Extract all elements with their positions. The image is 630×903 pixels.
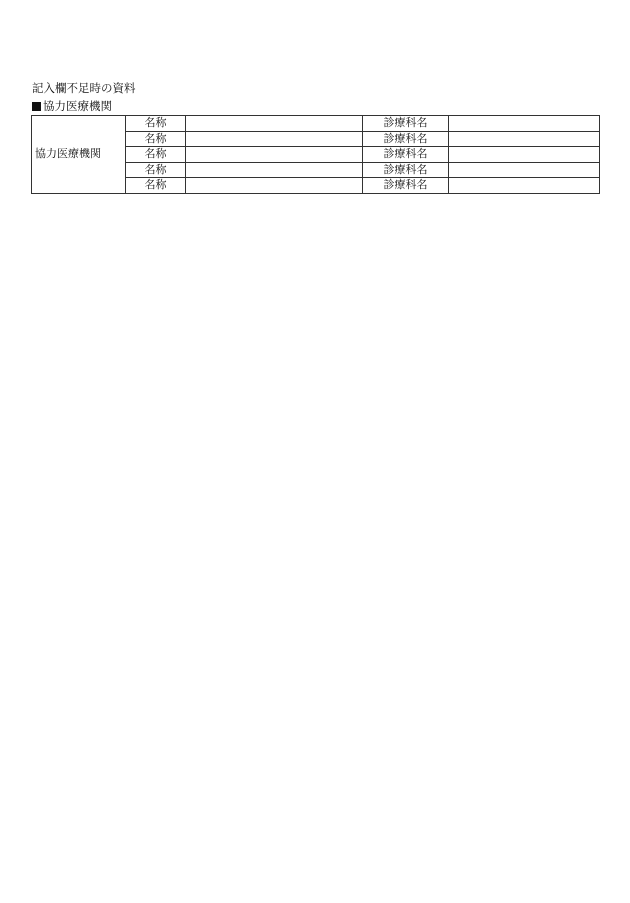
department-label: 診療科名 [363, 178, 449, 194]
department-value-cell[interactable] [449, 131, 600, 147]
document-title: 記入欄不足時の資料 [32, 81, 136, 95]
name-label: 名称 [126, 162, 186, 178]
cooperating-facilities-table [31, 115, 600, 194]
department-label: 診療科名 [363, 162, 449, 178]
name-label: 名称 [126, 131, 186, 147]
name-label: 名称 [126, 147, 186, 163]
department-label: 診療科名 [363, 147, 449, 163]
name-value-cell[interactable] [186, 147, 363, 163]
department-value-cell[interactable] [449, 162, 600, 178]
name-value-cell[interactable] [186, 178, 363, 194]
department-value-cell[interactable] [449, 147, 600, 163]
group-label: 協力医療機関 [32, 116, 126, 194]
name-value-cell[interactable] [186, 162, 363, 178]
section-heading-text: 協力医療機関 [43, 99, 112, 113]
name-label: 名称 [126, 116, 186, 132]
name-label: 名称 [126, 178, 186, 194]
table-row [32, 116, 600, 132]
department-label: 診療科名 [363, 131, 449, 147]
department-value-cell[interactable] [449, 178, 600, 194]
department-value-cell[interactable] [449, 116, 600, 132]
black-square-icon [32, 102, 41, 111]
name-value-cell[interactable] [186, 131, 363, 147]
name-value-cell[interactable] [186, 116, 363, 132]
department-label: 診療科名 [363, 116, 449, 132]
section-heading [32, 99, 112, 113]
